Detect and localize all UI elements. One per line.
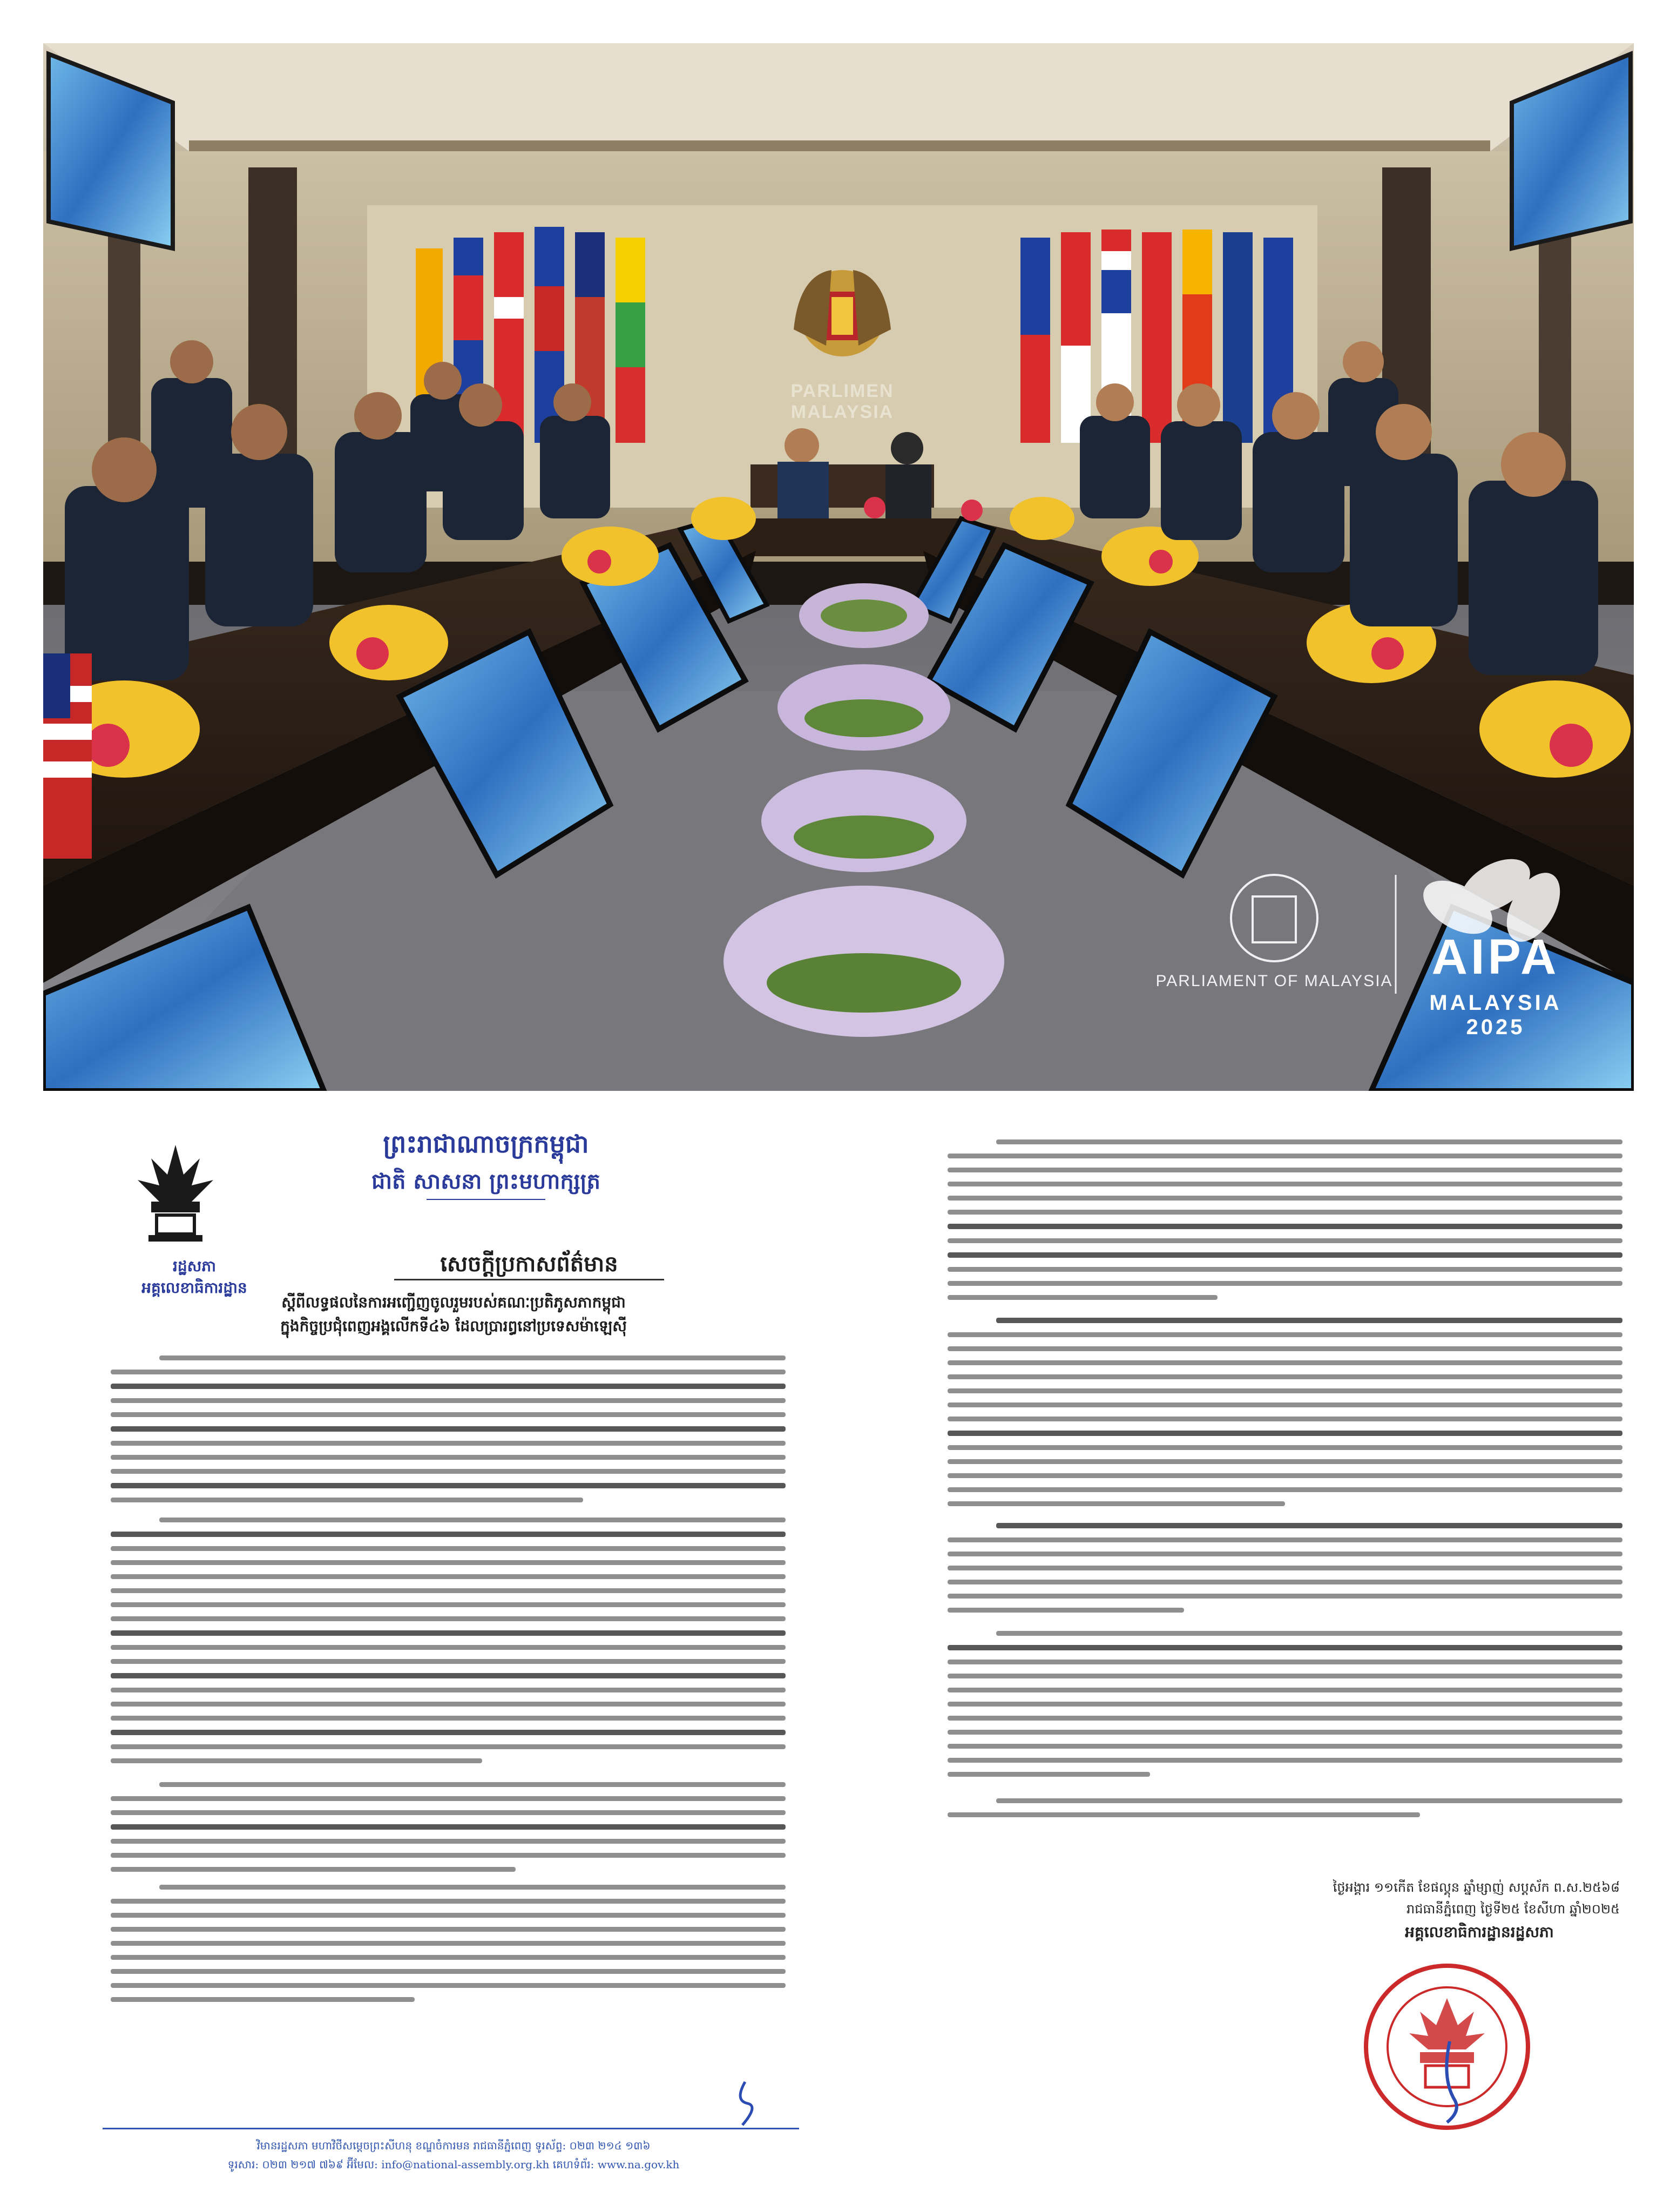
footer-contact: ទូរសារ: ០២៣ ២១៧ ៧៦៩ អ៊ីមែល: info@national-assembly.org.kh គេហទំព័រ: www.na.gov.kh <box>227 2158 680 2171</box>
body-paragraph-3 <box>111 1782 786 1881</box>
parlimen-malaysia-label: PARLIMEN MALAYSIA <box>790 381 894 422</box>
title-underline <box>394 1279 664 1280</box>
body-paragraph-8 <box>948 1631 1622 1786</box>
subject-heading <box>124 1291 783 1338</box>
body-paragraph-2 <box>111 1518 786 1772</box>
body-paragraph-1 <box>111 1355 786 1512</box>
body-paragraph-4 <box>111 1885 786 2011</box>
solar-date: រាជធានីភ្នំពេញ ថ្ងៃទី២៥ ខែសីហា ឆ្នាំ២០២៥ <box>1406 1901 1620 1917</box>
motto-heading: ជាតិ សាសនា ព្រះមហាក្សត្រ <box>371 1169 600 1194</box>
meeting-room-illustration <box>43 43 1634 1091</box>
body-paragraph-6 <box>948 1318 1622 1515</box>
signature-mark <box>729 2079 761 2130</box>
issuing-office: រដ្ឋសភា អគ្គលេខាធិការដ្ឋាន <box>141 1257 247 1297</box>
parliament-watermark-label: PARLIAMENT OF MALAYSIA <box>1155 972 1393 990</box>
aipa-logo-subtext: MALAYSIA 2025 <box>1429 991 1562 1039</box>
national-assembly-emblem-icon <box>132 1142 219 1247</box>
lunar-date: ថ្ងៃអង្គារ ១១កើត ខែផល្គុន ឆ្នាំម្សាញ់ សប្តស័ក ព.ស.២៥៦៨ <box>1333 1880 1620 1895</box>
press-release-page-2 <box>918 1118 1641 2187</box>
body-paragraph-5 <box>948 1139 1622 1309</box>
closing-paragraph <box>948 1798 1622 1826</box>
body-paragraph-7 <box>948 1523 1622 1622</box>
meeting-photo <box>43 43 1634 1091</box>
official-seal-icon <box>1361 1960 1533 2135</box>
footer-address: វិមានរដ្ឋសភា មហាវិថីសម្ដេចព្រះសីហនុ ខណ្ឌចំការមន រាជធានីភ្នំពេញ ទូរស័ព្ទ: ០២៣ ២១៤ ១៣៦ <box>256 2139 651 2152</box>
kingdom-heading: ព្រះរាជាណាចក្រកម្ពុជា <box>383 1129 589 1158</box>
signatory-title: អគ្គលេខាធិការដ្ឋានរដ្ឋសភា <box>1405 1923 1554 1941</box>
aipa-logo-text: AIPA <box>1431 929 1560 984</box>
footer-divider <box>103 2128 799 2129</box>
subject-line-1: ស្ដីពីលទ្ធផលនៃការអញ្ជើញចូលរួមរបស់គណៈប្រតិភូសភាកម្ពុជា <box>281 1293 626 1311</box>
document-type-title: សេចក្ដីប្រកាសព័ត៌មាន <box>440 1251 618 1277</box>
subject-line-2: ក្នុងកិច្ចប្រជុំពេញអង្គលើកទី៤៦ ដែលប្រារព្ធនៅប្រទេសម៉ាឡេស៊ី <box>280 1317 627 1335</box>
press-release-page-1 <box>81 1118 810 2187</box>
motto-divider <box>427 1199 545 1200</box>
